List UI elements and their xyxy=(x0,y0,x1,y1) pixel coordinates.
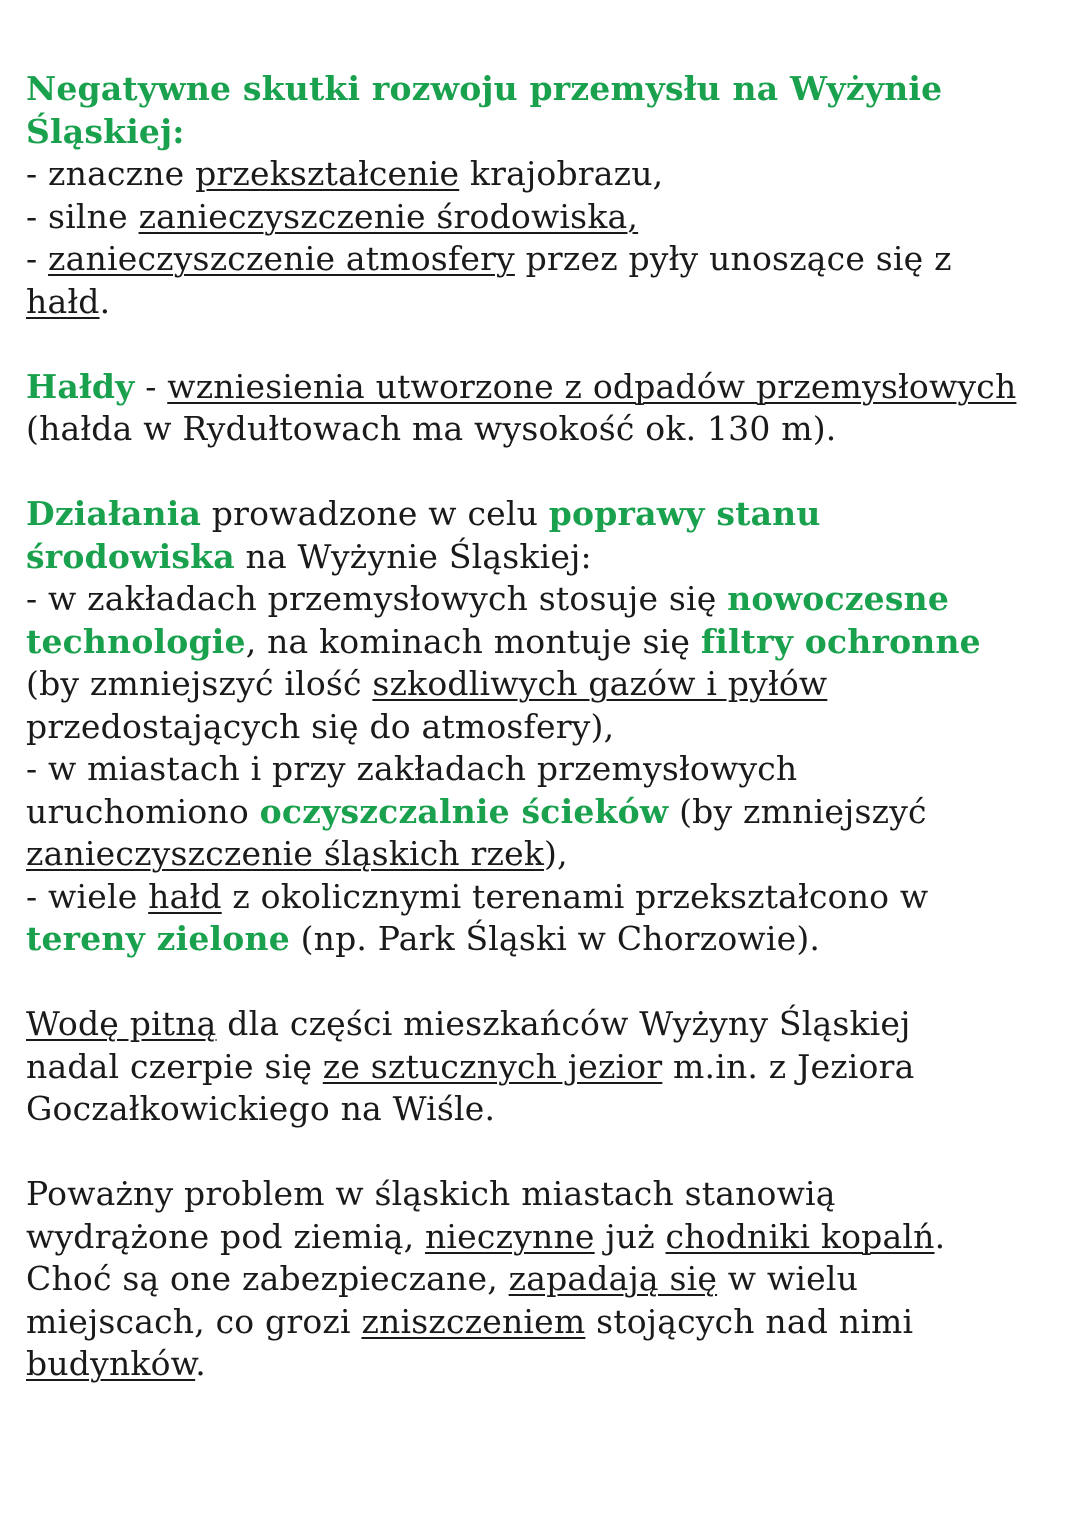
paragraph-line: nadal czerpie się ze sztucznych jezior m.in. z Jeziora xyxy=(26,1046,915,1086)
underlined-term: chodniki kopalń xyxy=(665,1216,935,1256)
underlined-term: zapadają się xyxy=(508,1259,718,1298)
highlighted-term: filtry ochronne xyxy=(700,621,981,661)
section-actions xyxy=(26,493,1066,961)
underlined-term: zanieczyszczenie atmosfery xyxy=(48,239,515,278)
underlined-term: hałd xyxy=(26,281,100,321)
paragraph-line: zanieczyszczenie śląskich rzek), xyxy=(26,834,568,873)
bullet-item: - w miastach i przy zakładach przemysłowych xyxy=(26,749,798,788)
section-drinking-water xyxy=(26,1003,1066,1131)
highlighted-term: tereny zielone xyxy=(26,919,290,958)
paragraph-line: technologie, na kominach montuje się filtry ochronne xyxy=(26,621,981,661)
paragraph-line: Poważny problem w śląskich miastach stanowią xyxy=(26,1174,836,1213)
paragraph-line: miejscach, co grozi zniszczeniem stojących nad nimi xyxy=(26,1301,914,1341)
underlined-term: hałd xyxy=(148,876,222,916)
paragraph-line: uruchomiono oczyszczalnie ścieków (by zmniejszyć xyxy=(26,791,927,831)
paragraph-line: tereny zielone (np. Park Śląski w Chorzowie). xyxy=(26,919,821,958)
paragraph-line: budynków. xyxy=(26,1344,206,1383)
paragraph-line: przedostających się do atmosfery), xyxy=(26,706,615,746)
underlined-term: nieczynne xyxy=(424,1216,595,1256)
highlighted-term: technologie xyxy=(26,621,246,661)
paragraph-line: Wodę pitną dla części mieszkańców Wyżyny Śląskiej xyxy=(26,1004,911,1043)
section-heading-cont: Śląskiej: xyxy=(26,111,185,151)
note-page xyxy=(26,68,1066,1428)
underlined-term: ze sztucznych jezior xyxy=(322,1046,663,1086)
underlined-term: zniszczeniem xyxy=(361,1301,586,1341)
paragraph-line: Choć są one zabezpieczane, zapadają się w wielu xyxy=(26,1259,859,1298)
paragraph-line: wydrążone pod ziemią, nieczynne już chodniki kopalń. xyxy=(26,1216,946,1256)
definition-line: (hałda w Rydułtowach ma wysokość ok. 130 m). xyxy=(26,409,837,448)
highlighted-term: poprawy stanu xyxy=(548,494,821,533)
bullet-item: - wiele hałd z okolicznymi terenami przekształcono w xyxy=(26,876,929,916)
paragraph-line: Goczałkowickiego na Wiśle. xyxy=(26,1089,496,1128)
underlined-term: budynków xyxy=(26,1344,196,1383)
section-heading: Negatywne skutki rozwoju przemysłu na Wyżynie xyxy=(26,69,943,108)
bullet-item: - zanieczyszczenie atmosfery przez pyły unoszące się z xyxy=(26,239,952,278)
paragraph-line: środowiska na Wyżynie Śląskiej: xyxy=(26,536,592,576)
underlined-term: przekształcenie xyxy=(195,154,460,193)
definition-line: Hałdy - wzniesienia utworzone z odpadów przemysłowych xyxy=(26,366,1017,406)
bullet-item-cont: hałd. xyxy=(26,281,111,321)
highlighted-term: środowiska xyxy=(26,536,235,576)
section-mine-tunnels xyxy=(26,1173,1066,1386)
underlined-term: zanieczyszczenie śląskich rzek xyxy=(26,834,545,873)
highlighted-term: Hałdy xyxy=(26,366,135,406)
underlined-term: wzniesienia utworzone z odpadów przemysłowych xyxy=(167,366,1017,406)
underlined-term: Wodę pitną xyxy=(26,1004,217,1043)
highlighted-term: nowoczesne xyxy=(727,579,950,618)
paragraph-line: Działania prowadzone w celu poprawy stanu xyxy=(26,494,821,533)
highlighted-term: Działania xyxy=(26,494,202,533)
section-negative-effects xyxy=(26,68,1066,323)
bullet-item: - w zakładach przemysłowych stosuje się nowoczesne xyxy=(26,579,950,618)
underlined-term: zanieczyszczenie środowiska, xyxy=(138,196,639,236)
paragraph-line: (by zmniejszyć ilość szkodliwych gazów i pyłów xyxy=(26,664,828,703)
section-haldy-definition xyxy=(26,366,1066,451)
bullet-item: - silne zanieczyszczenie środowiska, xyxy=(26,196,639,236)
highlighted-term: oczyszczalnie ścieków xyxy=(259,791,669,831)
underlined-term: szkodliwych gazów i pyłów xyxy=(372,664,828,703)
bullet-item: - znaczne przekształcenie krajobrazu, xyxy=(26,154,664,193)
